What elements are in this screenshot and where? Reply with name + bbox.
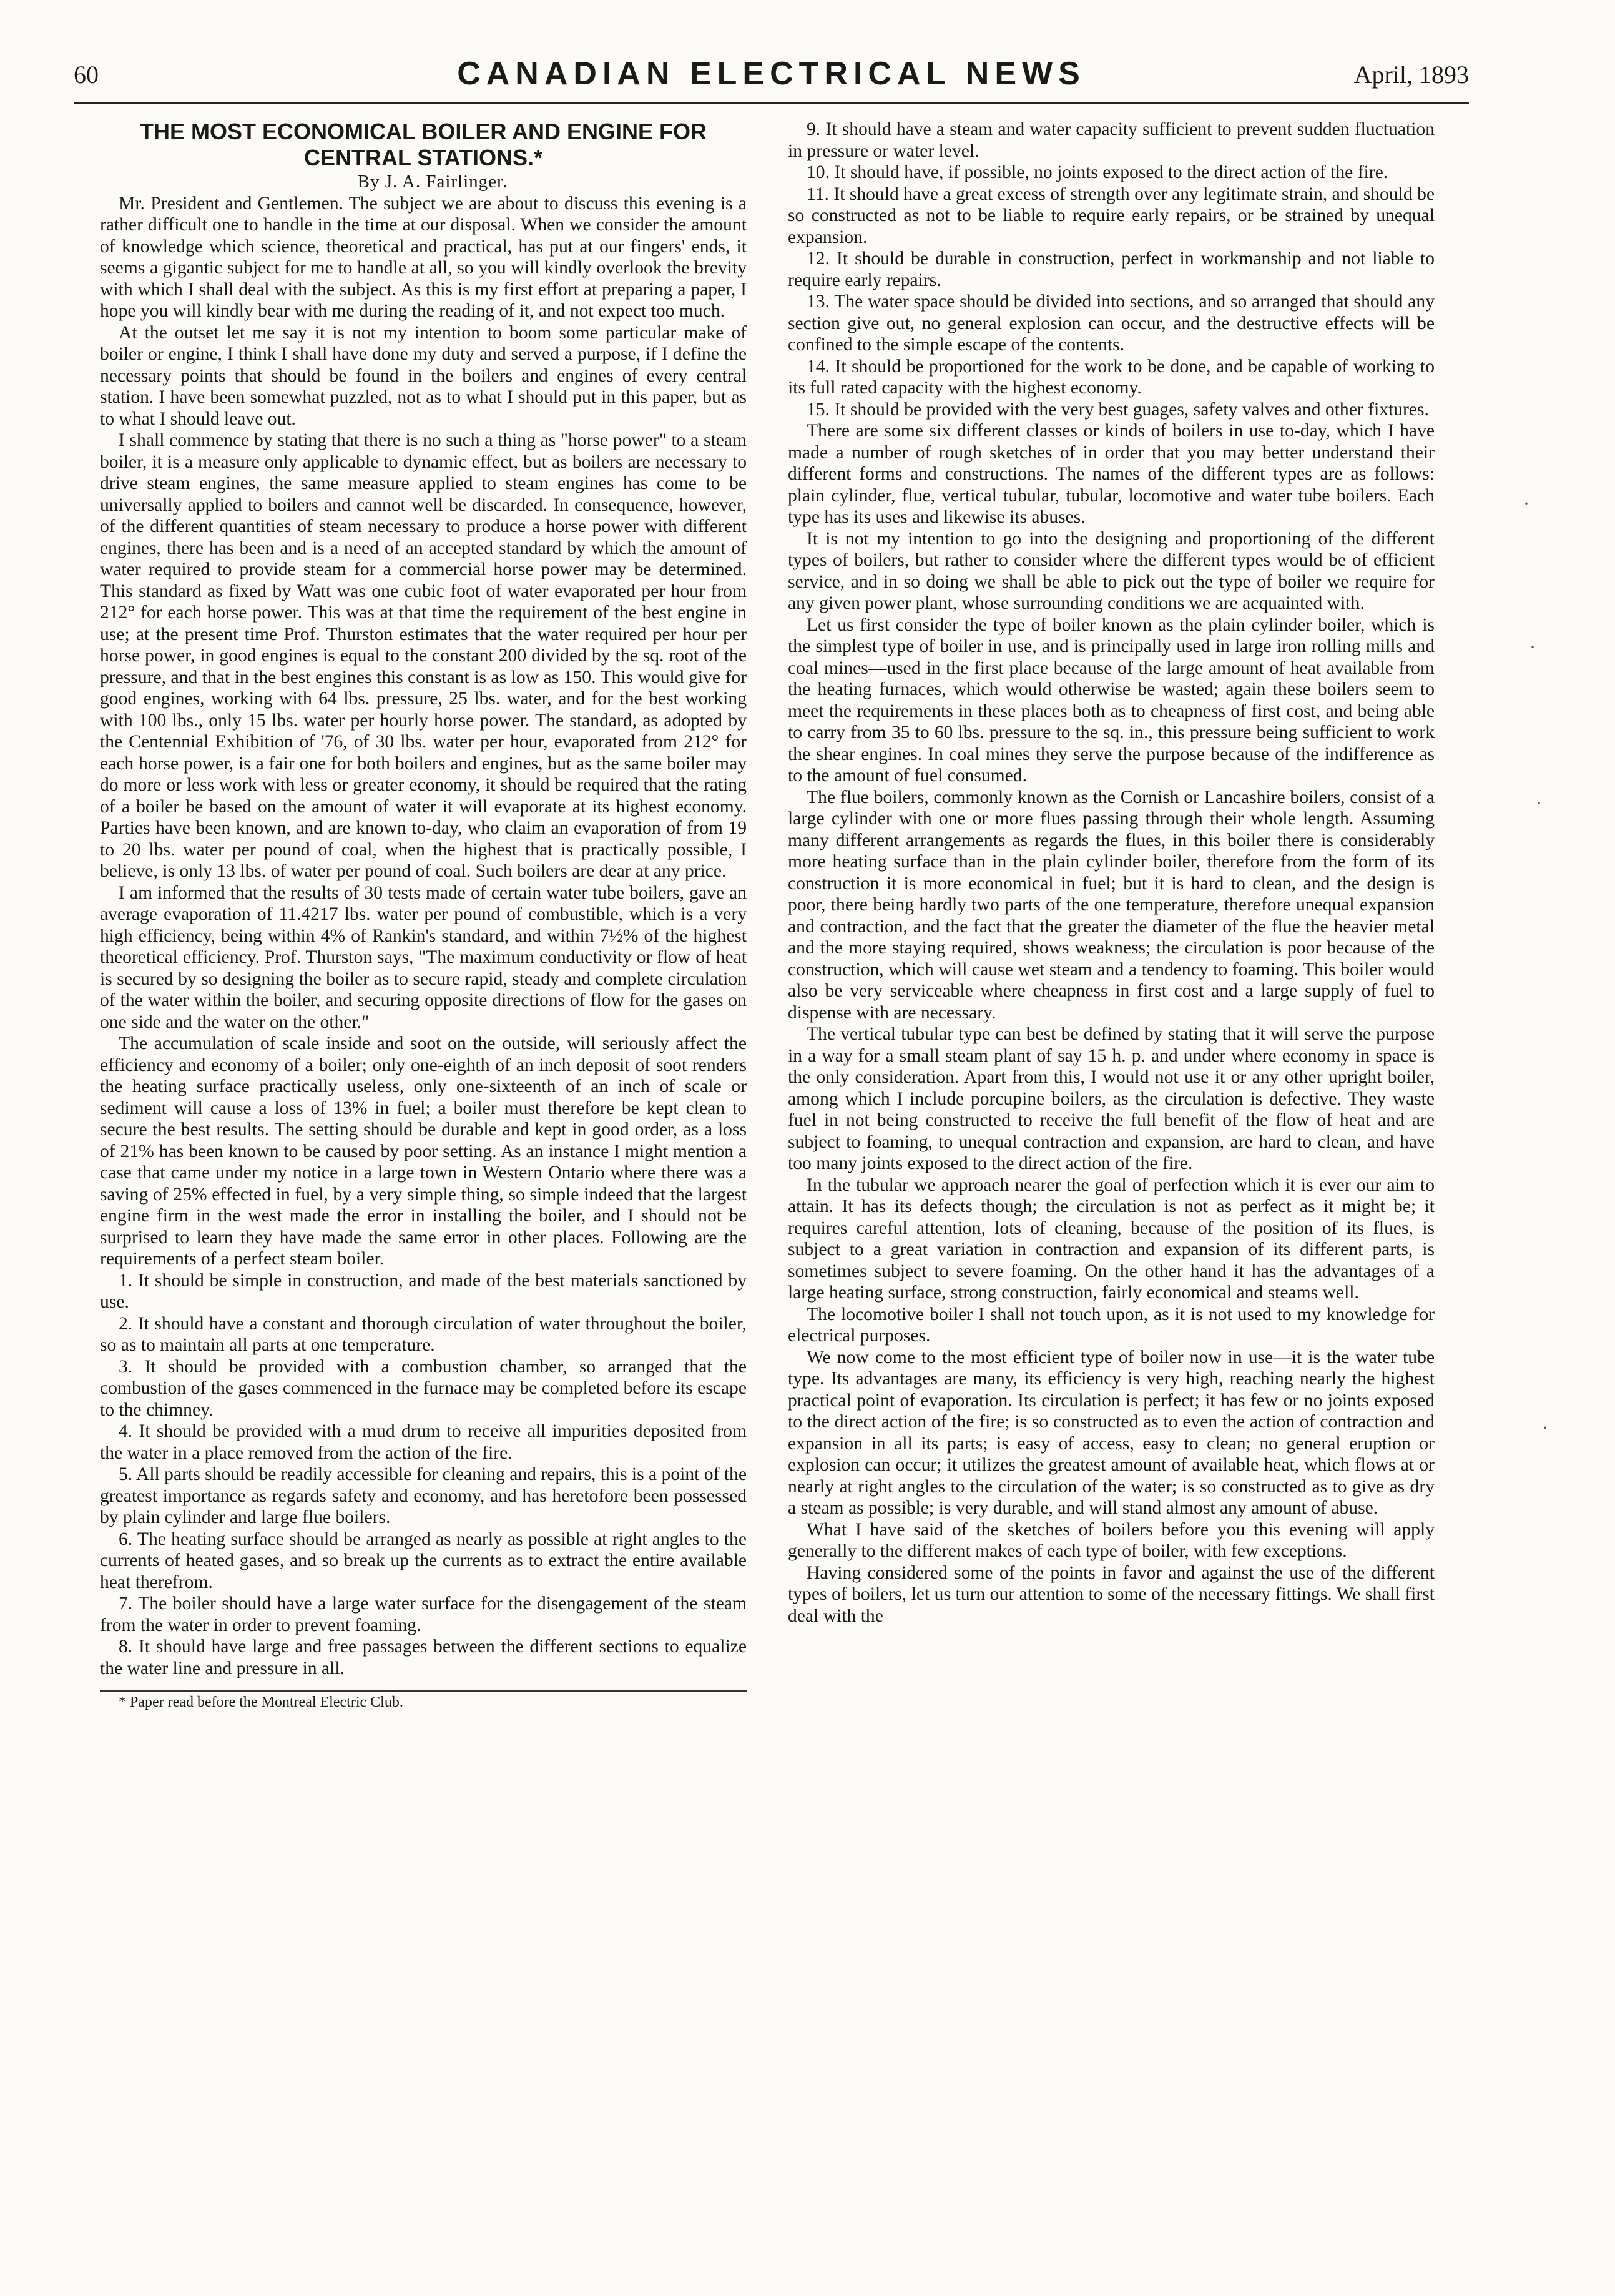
paragraph: What I have said of the sketches of boilers before you this evening will apply generally to the different makes of each type of boiler, with few exceptions. [788,1519,1435,1561]
margin-speck: · [1542,1417,1548,1438]
paragraph: There are some six different classes or kinds of boilers in use to-day, which I have made a number of rough sketches of in order that you may better understand their different forms and constructions. The names of the different types are as follows: plain cylinder, flue, vertical tubular, tubular, locomotive and water tube boilers. Each type has its uses and likewise its abuses. [788,421,1435,527]
paragraph: In the tubular we approach nearer the goal of perfection which it is ever our aim to attain. It has its defects though; the circulation is not as perfect as it might be; it requires careful attention, lots of cleaning, because of the position of its flues, is subject to a great variation in contraction and expansion of its different parts, is sometimes subject to severe foaming. On the other hand it has the advantages of a large heating surface, strong construction, fairly economical and steams well. [788,1175,1435,1303]
margin-speck: · [1529,637,1536,658]
list-item: 10. It should have, if possible, no joints exposed to the direct action of the fire. [807,162,1388,182]
paragraph: The vertical tubular type can best be defined by stating that it will serve the purpose in a way for a small steam plant of say 15 h. p. and under where economy in space is the only consideration. Apart from this, I would not use it or any other upright boiler, among which I include porcupine boilers, as the circulation is defective. They waste fuel in not being constructed to receive the full benefit of the flow of heat and are subject to foaming, to unequal contraction and expansion, are hard to clean, and have too many joints exposed to the direct action of the fire. [788,1024,1435,1173]
list-item: 7. The boiler should have a large water surface for the disengagement of the steam from the water in order to prevent foaming. [100,1594,747,1635]
header-rule [74,102,1469,104]
paragraph: I shall commence by stating that there is no such a thing as "horse power" to a steam boiler, it is a measure only applicable to dynamic effect, but as boilers are necessary to drive steam engines, the same measure applied to steam engines has come to be universally applied to boilers and cannot well be discarded. In consequence, however, of the different quantities of steam necessary to produce a horse power with different engines, there has been and is a need of an accepted standard by which the amount of water required to provide steam for a commercial horse power may be determined. This standard as fixed by Watt was one cubic foot of water evaporated per hour from 212° for each horse power. This was at that time the requirement of the best engine in use; at the present time Prof. Thurston estimates that the water required per hour per horse power, in good engines is equal to the constant 200 divided by the sq. root of the pressure, and that in the best engines this constant is as low as 150. This would give for good engines, working with 64 lbs. pressure, 25 lbs. water, and for the best working with 100 lbs., only 15 lbs. water per hourly horse power. The standard, as adopted by the Centennial Exhibition of '76, of 30 lbs. water per hour, evaporated from 212° for each horse power, is a fair one for both boilers and engines, but as the same boiler may do more or less work with less or greater economy, it should be required that the rating of a boiler be based on the amount of water it will evaporate at its highest economy. Parties have been known, and are known to-day, who claim an evaporation of from 19 to 20 lbs. water per pound of coal, when the highest that is practically possible, I believe, is only 13 lbs. of water per pound of coal. Such boilers are dear at any price. [100,430,747,881]
footnote: * Paper read before the Montreal Electric Club. [119,1694,403,1710]
article-title: THE MOST ECONOMICAL BOILER AND ENGINE FOR CENTRAL STATIONS.* [139,119,707,170]
paragraph: Let us first consider the type of boiler known as the plain cylinder boiler, which is the simplest type of boiler in use, and is principally used in large iron rolling mills and coal mines—used in the first place because of the large amount of heat available from the heating furnaces, which would otherwise be wasted; again these boilers seem to meet the requirements in these places both as to cheapness of first cost, and being able to carry from 35 to 60 lbs. pressure to the sq. in., this pressure being sufficient to work the shear engines. In coal mines they serve the purpose because of the indifference as to the amount of fuel consumed. [788,614,1435,786]
list-item: 11. It should have a great excess of strength over any legitimate strain, and should be so constructed as not to be liable to require early repairs, or be strained by unequal expansion. [788,184,1435,247]
paragraph: We now come to the most efficient type of boiler now in use—it is the water tube type. Its advantages are many, its efficiency is very high, reaching nearly the highest practical point of evaporation. Its circulation is perfect; it has few or no joints exposed to the direct action of the fire; is so constructed as to even the action of contraction and expansion in all its parts; is easy of access, easy to clean; no general eruption or explosion can occur; it utilizes the greatest amount of available heat, which flows at or nearly at right angles to the circulation of the water; is so constructed as to give as dry a steam as possible; is very durable, and will stand almost any amount of abuse. [788,1347,1435,1518]
list-item: 15. It should be provided with the very best guages, safety valves and other fixtures. [807,399,1429,420]
paragraph: The locomotive boiler I shall not touch upon, as it is not used to my knowledge for electrical purposes. [788,1304,1435,1346]
list-item: 14. It should be proportioned for the work to be done, and be capable of working to its full rated capacity with the highest economy. [788,356,1435,398]
list-item: 6. The heating surface should be arranged as nearly as possible at right angles to the currents of heated gases, and so break up the currents as to extract the entire available heat therefrom. [100,1529,747,1592]
paragraph: I am informed that the results of 30 tests made of certain water tube boilers, gave an average evaporation of 11.4217 lbs. water per pound of combustible, which is a very high efficiency, being within 4% of Rankin's standard, and within 7½% of the highest theoretical efficiency. Prof. Thurston says, "The maximum conductivity or flow of heat is secured by so designing the boiler as to secure rapid, steady and complete circulation of the water within the boiler, and securing opposite directions of flow for the gases on one side and the water on the other." [100,882,747,1032]
list-item: 3. It should be provided with a combustion chamber, so arranged that the combustion of the gases commenced in the furnace may be completed before its escape to the chimney. [100,1356,747,1420]
list-item: 9. It should have a steam and water capacity sufficient to prevent sudden fluctuation in pressure or water level. [788,119,1435,161]
margin-speck: · [1536,793,1542,814]
paragraph: The flue boilers, commonly known as the Cornish or Lancashire boilers, consist of a large cylinder with one or more flues passing through their whole length. Assuming many different arrangements as regards the flues, in this boiler there is considerably more heating surface than in the plain cylinder boiler, therefore from the form of its construction it is more economical in fuel; but it is hard to clean, and the design is poor, there being hardly two parts of the one temperature, therefore unequal expansion and contraction, and the fact that the greater the diameter of the flue the heavier metal and the more staying required, shows weakness; the circulation is poor because of the construction, which will cause wet steam and a tendency to foaming. This boiler would also be very serviceable where cheapness in first cost and a large supply of fuel to dispense with are necessary. [788,787,1435,1023]
issue-date: April, 1893 [1353,61,1469,89]
left-column [100,119,747,1713]
list-item: 4. It should be provided with a mud drum to receive all impurities deposited from the water in a place removed from the action of the fire. [100,1421,747,1463]
paragraph: Mr. President and Gentlemen. The subject we are about to discuss this evening is a rather difficult one to handle in the time at our disposal. When we consider the amount of knowledge which science, theoretical and practical, has put at our fingers' ends, it seems a gigantic subject for me to handle at all, so you will kindly overlook the brevity with which I shall deal with the subject. As this is my first effort at preparing a paper, I hope you will kindly bear with me during the reading of it, and not expect too much. [100,193,747,321]
article-byline: By J. A. Fairlinger. [357,172,508,192]
left-column-body [100,193,747,1680]
margin-speck: · [1523,493,1529,514]
paragraph: It is not my intention to go into the designing and proportioning of the different types of boilers, but rather to consider where the different types would be of efficient service, and in so doing we shall be able to pick out the type of boiler we require for any given power plant, whose surrounding conditions we are acquainted with. [788,528,1435,613]
page-header [74,56,1469,97]
paragraph: At the outset let me say it is not my intention to boom some particular make of boiler or engine, I think I shall have done my duty and served a purpose, if I define the necessary points that should be found in the boilers and engines of every central station. I have been somewhat puzzled, not as to what I should put in this paper, but as to what I should leave out. [100,322,747,429]
journal-title: CANADIAN ELECTRICAL NEWS [457,56,1086,92]
paragraph: The accumulation of scale inside and soot on the outside, will seriously affect the efficiency and economy of a boiler; only one-eighth of an inch deposit of soot renders the heating surface practically useless, only one-sixteenth of an inch of scale or sediment will cause a loss of 13% in fuel; a boiler must therefore be kept clean to secure the best results. The setting should be durable and kept in good order, as a loss of 21% has been known to be caused by poor setting. As an instance I might mention a case that came under my notice in a large town in Western Ontario where there was a saving of 25% effected in fuel, by a very simple thing, so simple indeed that the largest engine firm in the west made the error in installing the boiler, and I should not be surprised to learn they have made the same error in other places. Following are the requirements of a perfect steam boiler. [100,1033,747,1269]
list-item: 1. It should be simple in construction, and made of the best materials sanctioned by use. [100,1270,747,1312]
list-item: 13. The water space should be divided into sections, and so arranged that should any section give out, no general explosion can occur, and the destructive effects will be confined to the simple escape of the contents. [788,292,1435,355]
page-number: 60 [74,61,99,89]
list-item: 2. It should have a constant and thorough circulation of water throughout the boiler, so as to maintain all parts at one temperature. [100,1313,747,1355]
list-item: 12. It should be durable in construction, perfect in workmanship and not liable to require early repairs. [788,249,1435,290]
list-item: 8. It should have large and free passages between the different sections to equalize the water line and pressure in all. [100,1637,747,1678]
paragraph: Having considered some of the points in favor and against the use of the different types of boilers, let us turn our attention to some of the necessary fittings. We shall first deal with the [788,1562,1435,1626]
list-item: 5. All parts should be readily accessible for cleaning and repairs, this is a point of the greatest importance as regards safety and economy, and has heretofore been possessed by plain cylinder and large flue boilers. [100,1464,747,1527]
right-column [788,119,1435,1627]
